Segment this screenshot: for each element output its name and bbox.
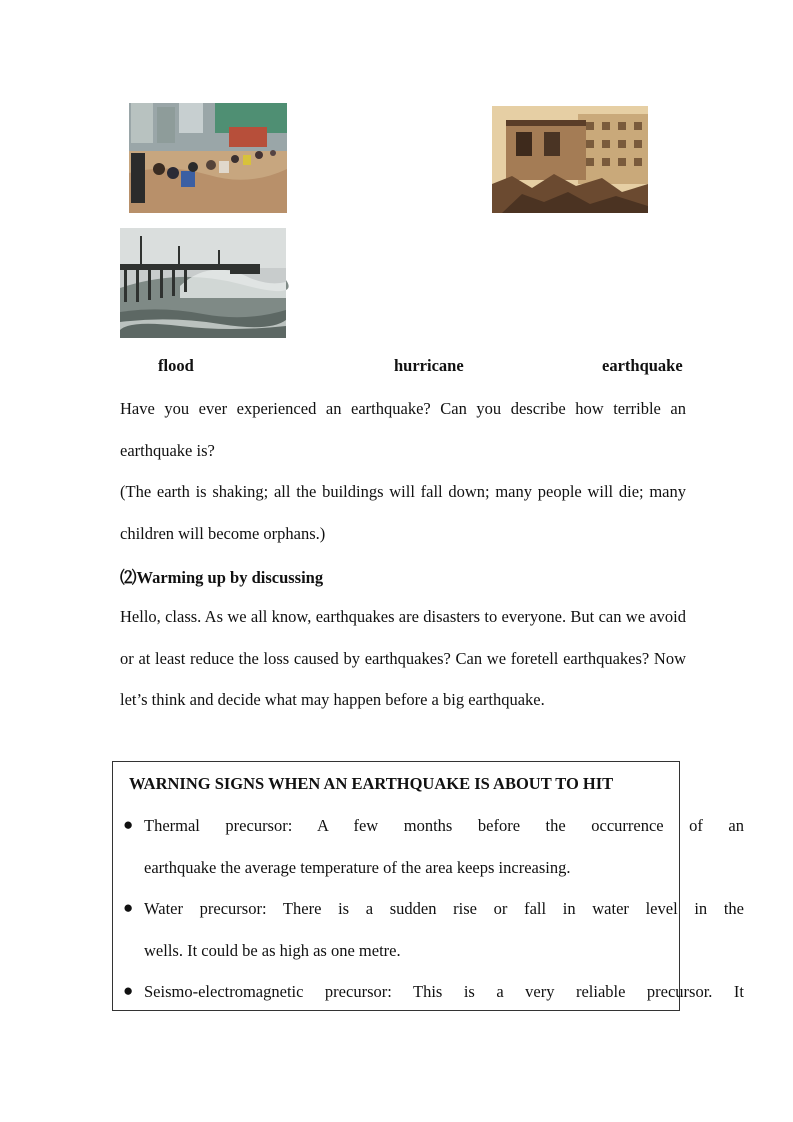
- question-paragraph: Have you ever experienced an earthquake? Can you describe how terrible an earthquake is?: [120, 399, 686, 460]
- warning-box-title: WARNING SIGNS WHEN AN EARTHQUAKE IS ABOUT TO HIT: [129, 774, 614, 793]
- caption-flood: flood: [158, 356, 194, 375]
- warning-item-line: earthquake the average temperature of the area keeps increasing.: [144, 857, 571, 877]
- bullet-icon: ●: [123, 815, 134, 834]
- answer-paragraph: (The earth is shaking; all the buildings will fall down; many people will die; many children will become orphans.): [120, 482, 686, 543]
- caption-earthquake: earthquake: [602, 356, 683, 375]
- photo-captions: [120, 356, 695, 380]
- bullet-icon: ●: [123, 981, 134, 1000]
- hurricane-photo: [120, 228, 286, 338]
- bullet-icon: ●: [123, 898, 134, 917]
- warning-signs-box: [112, 761, 744, 1011]
- warning-item-line: wells. It could be as high as one metre.: [144, 940, 401, 960]
- discussion-paragraph: Hello, class. As we all know, earthquakes are disasters to everyone. But can we avoid or at least reduce the loss caused by earthquakes? Can we foretell earthquakes? Now let’s think and decide what may happen before a big earthquake.: [120, 607, 686, 709]
- warning-item-line: Water precursor: There is a sudden rise or fall in water level in the: [144, 899, 744, 918]
- flood-photo: [129, 103, 287, 213]
- section-heading: ⑵Warming up by discussing: [120, 568, 324, 587]
- warning-item-line: Thermal precursor: A few months before the occurrence of an: [144, 816, 744, 835]
- warning-item-line: Seismo-electromagnetic precursor: This is a very reliable precursor. It: [144, 982, 744, 1001]
- earthquake-photo: [492, 106, 648, 213]
- caption-hurricane: hurricane: [394, 356, 464, 375]
